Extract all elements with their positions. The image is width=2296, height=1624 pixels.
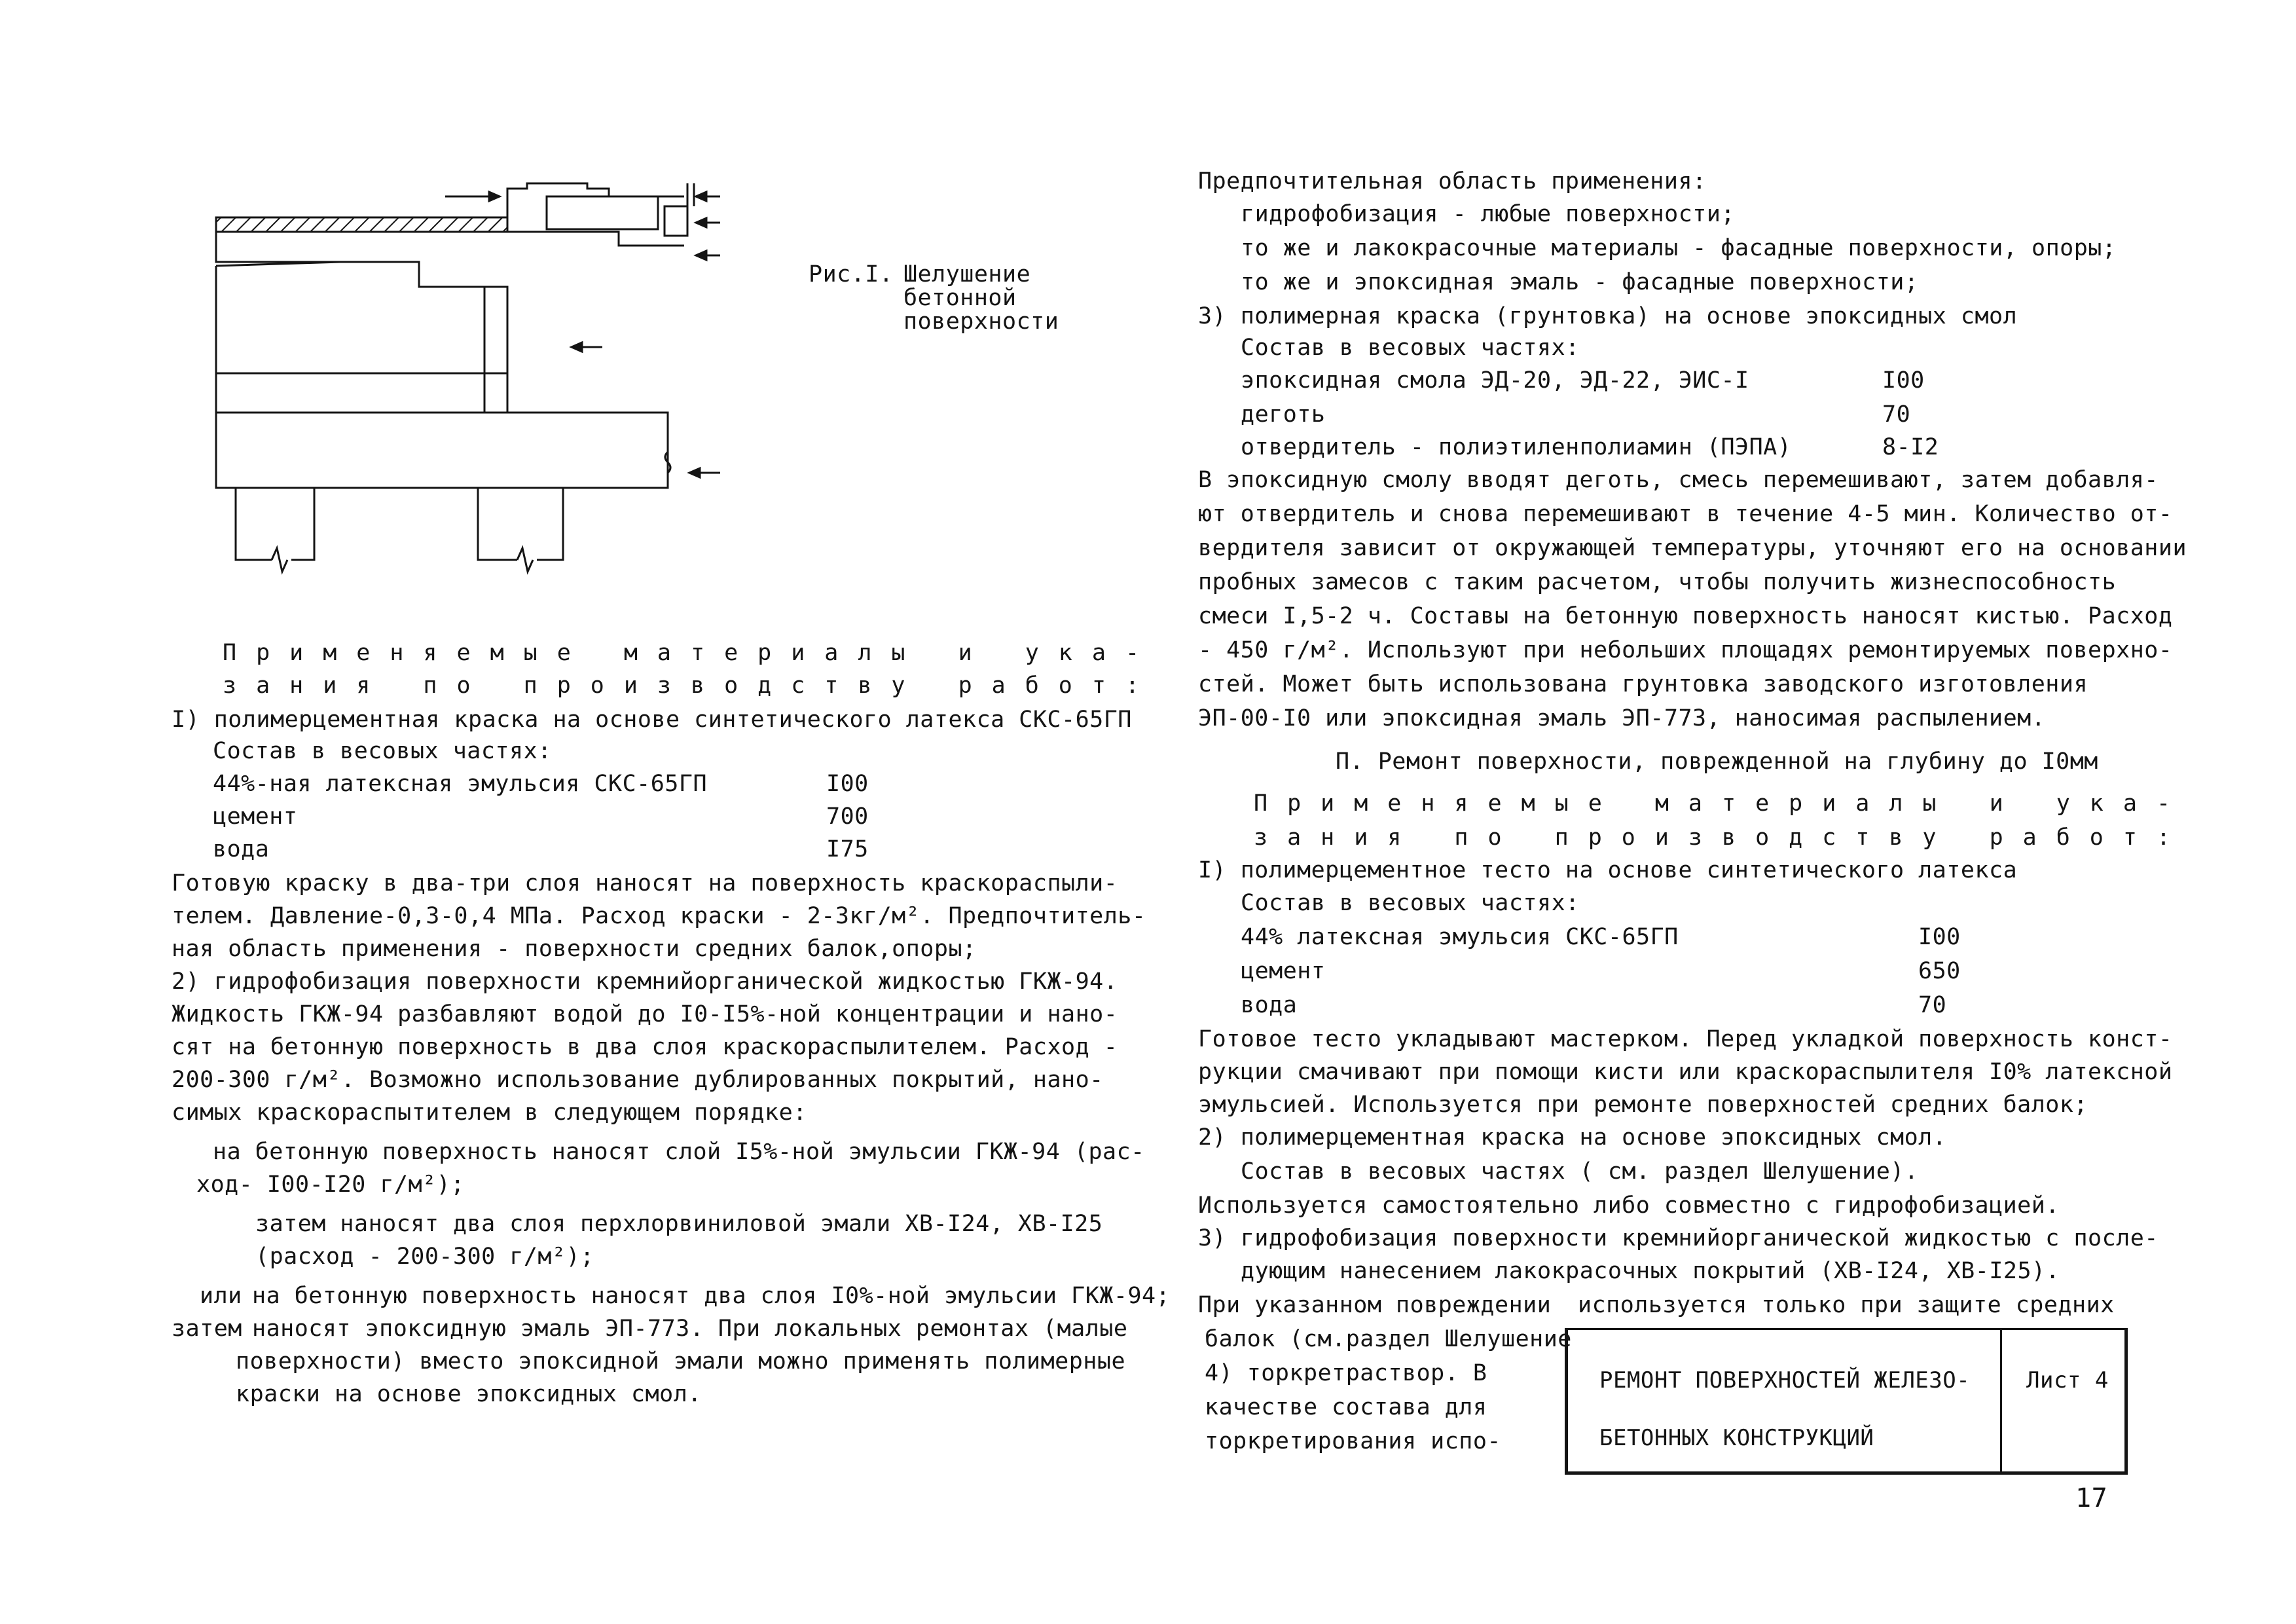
title-block-divider [2000, 1330, 2002, 1471]
composition-label: Состав в весовых частях: [213, 738, 552, 764]
paragraph-line: торкретирования испо- [1205, 1428, 1502, 1454]
paragraph-line: ЭП-00-I0 или эпоксидная эмаль ЭП-773, наносимая распылением. [1198, 705, 2046, 731]
paragraph-line: Жидкость ГКЖ-94 разбавляют водой до I0-I5%-ной концентрации и нано- [172, 1001, 1118, 1027]
paragraph-line: используется только при защите средних [1578, 1292, 2115, 1318]
paragraph-line: 4) торкретраствор. В [1205, 1360, 1487, 1386]
paragraph-line: качестве состава для [1205, 1394, 1487, 1420]
section-heading: зания по производству работ: [223, 673, 1159, 699]
composition-name: деготь [1241, 401, 1326, 428]
figure-caption-line: Шелушение [903, 261, 1031, 287]
list-item: I) полимерцементная краска на основе синтетического латекса СКС-65ГП [172, 707, 1132, 733]
title-block-title: РЕМОНТ ПОВЕРХНОСТЕЙ ЖЕЛЕЗО- [1599, 1367, 1971, 1393]
paragraph-line: ная область применения - поверхности средних балок,опоры; [172, 936, 977, 962]
list-item: гидрофобизация - любые поверхности; [1241, 201, 1736, 227]
list-item: I) полимерцементное тесто на основе синтетического латекса [1198, 857, 2018, 883]
paragraph-line: ют отвердитель и снова перемешивают в течение 4-5 мин. Количество от- [1198, 501, 2173, 527]
composition-name: вода [1241, 992, 1298, 1018]
composition-name: отвердитель - полиэтиленполиамин (ПЭПА) [1241, 434, 1792, 460]
paragraph-line: 200-300 г/м². Возможно использование дублированных покрытий, нано- [172, 1067, 1104, 1093]
paragraph-line: на бетонную поверхность наносят слой I5%-ной эмульсии ГКЖ-94 (рас- [213, 1139, 1145, 1165]
paragraph-prefix: затем [172, 1316, 242, 1342]
paragraph-line: наносят эпоксидную эмаль ЭП-773. При локальных ремонтах (малые [252, 1316, 1128, 1342]
paragraph-line: эмульсией. Используется при ремонте поверхностей средних балок; [1198, 1092, 2088, 1118]
paragraph-line: краски на основе эпоксидных смол. [236, 1381, 702, 1407]
section-heading: зания по производству работ: [1254, 824, 2191, 851]
paragraph-line: 2) гидрофобизация поверхности кремнийорганической жидкостью ГКЖ-94. [172, 969, 1118, 995]
composition-value: 650 [1918, 958, 1961, 984]
figure-caption-line: поверхности [903, 308, 1059, 335]
section-title: П. Ремонт поверхности, поврежденной на глубину до I0мм [1336, 748, 2098, 775]
paragraph-line: В эпоксидную смолу вводят деготь, смесь перемешивают, затем добавля- [1198, 467, 2159, 493]
paragraph-line: симых краскораспытителем в следующем порядке: [172, 1099, 807, 1126]
composition-name: вода [213, 836, 270, 862]
concrete-section-drawing [187, 177, 723, 596]
paragraph-line: дующим нанесением лакокрасочных покрытий (ХВ-I24, ХВ-I25). [1241, 1258, 2060, 1284]
paragraph-line: рукции смачивают при помощи кисти или краскораспылителя I0% латексной [1198, 1059, 2173, 1085]
paragraph-line: - 450 г/м². Используют при небольших площадях ремонтируемых поверхно- [1198, 637, 2173, 663]
composition-value: I00 [1918, 924, 1961, 950]
paragraph-line: затем наносят два слоя перхлорвиниловой эмали ХВ-I24, ХВ-I25 [255, 1211, 1103, 1237]
page-number: 17 [2075, 1483, 2108, 1513]
section-heading: Применяемые материалы и ука- [1254, 790, 2191, 817]
composition-name: цемент [213, 803, 298, 830]
paragraph-line: сят на бетонную поверхность в два слоя краскораспылителем. Расход - [172, 1034, 1118, 1060]
beam-cross-section-diagram [187, 177, 723, 596]
section-heading: Применяемые материалы и ука- [223, 640, 1159, 666]
composition-name: эпоксидная смола ЭД-20, ЭД-22, ЭИС-I [1241, 367, 1749, 394]
paragraph-line: Готовую краску в два-три слоя наносят на поверхность краскораспыли- [172, 870, 1118, 896]
paragraph-line: поверхности) вместо эпоксидной эмали можно применять полимерные [236, 1348, 1126, 1375]
composition-label: Состав в весовых частях: [1241, 890, 1580, 916]
paragraph-line: 3) гидрофобизация поверхности кремнийорганической жидкостью с после- [1198, 1225, 2159, 1251]
paragraph-line: смеси I,5-2 ч. Составы на бетонную поверхность наносят кистью. Расход [1198, 603, 2173, 629]
paragraph-line: (расход - 200-300 г/м²); [255, 1244, 594, 1270]
paragraph-line: Используется самостоятельно либо совместно с гидрофобизацией. [1198, 1192, 2060, 1219]
list-item: то же и эпоксидная эмаль - фасадные поверхности; [1241, 269, 1919, 295]
list-item: то же и лакокрасочные материалы - фасадные поверхности, опоры; [1241, 235, 2117, 261]
paragraph-line: 2) полимерцементная краска на основе эпоксидных смол. [1198, 1124, 1947, 1151]
title-block [1565, 1328, 2128, 1475]
paragraph-line: Готовое тесто укладывают мастерком. Перед укладкой поверхность конст- [1198, 1026, 2173, 1052]
figure-caption-label: Рис.I. [809, 261, 894, 287]
composition-value: 8-I2 [1882, 434, 1939, 460]
paragraph-prefix: или [200, 1283, 242, 1309]
composition-label: Состав в весовых частях: [1241, 335, 1580, 361]
composition-value: I00 [826, 771, 869, 797]
composition-value: 70 [1882, 401, 1911, 428]
paragraph-line: пробных замесов с таким расчетом, чтобы получить жизнеспособность [1198, 569, 2117, 595]
paragraph-line: Состав в весовых частях ( см. раздел Шелушение). [1241, 1158, 1919, 1185]
paragraph-line: стей. Может быть использована грунтовка заводского изготовления [1198, 671, 2088, 697]
paragraph-line: балок (см.раздел Шелушение [1205, 1326, 1572, 1352]
composition-name: цемент [1241, 958, 1326, 984]
composition-value: I00 [1882, 367, 1925, 394]
paragraph-line: на бетонную поверхность наносят два слоя I0%-ной эмульсии ГКЖ-94; [252, 1283, 1171, 1309]
paragraph-line: ход- I00-I20 г/м²); [196, 1172, 465, 1198]
sheet-number: Лист 4 [2026, 1367, 2109, 1393]
paragraph-line: телем. Давление-0,3-0,4 МПа. Расход краски - 2-3кг/м². Предпочтитель- [172, 903, 1146, 929]
figure-caption-line: бетонной [903, 285, 1017, 311]
composition-value: I75 [826, 836, 869, 862]
composition-value: 70 [1918, 992, 1947, 1018]
composition-name: 44% латексная эмульсия СКС-65ГП [1241, 924, 1679, 950]
list-item: 3) полимерная краска (грунтовка) на основе эпоксидных смол [1198, 303, 2018, 329]
title-block-title: БЕТОННЫХ КОНСТРУКЦИЙ [1599, 1425, 1874, 1451]
composition-name: 44%-ная латексная эмульсия СКС-65ГП [213, 771, 708, 797]
paragraph-line: вердителя зависит от окружающей температуры, уточняют его на основании [1198, 535, 2187, 561]
paragraph-line: Предпочтительная область применения: [1198, 168, 1707, 194]
composition-value: 700 [826, 803, 869, 830]
paragraph-line: При указанном повреждении [1198, 1292, 1552, 1318]
